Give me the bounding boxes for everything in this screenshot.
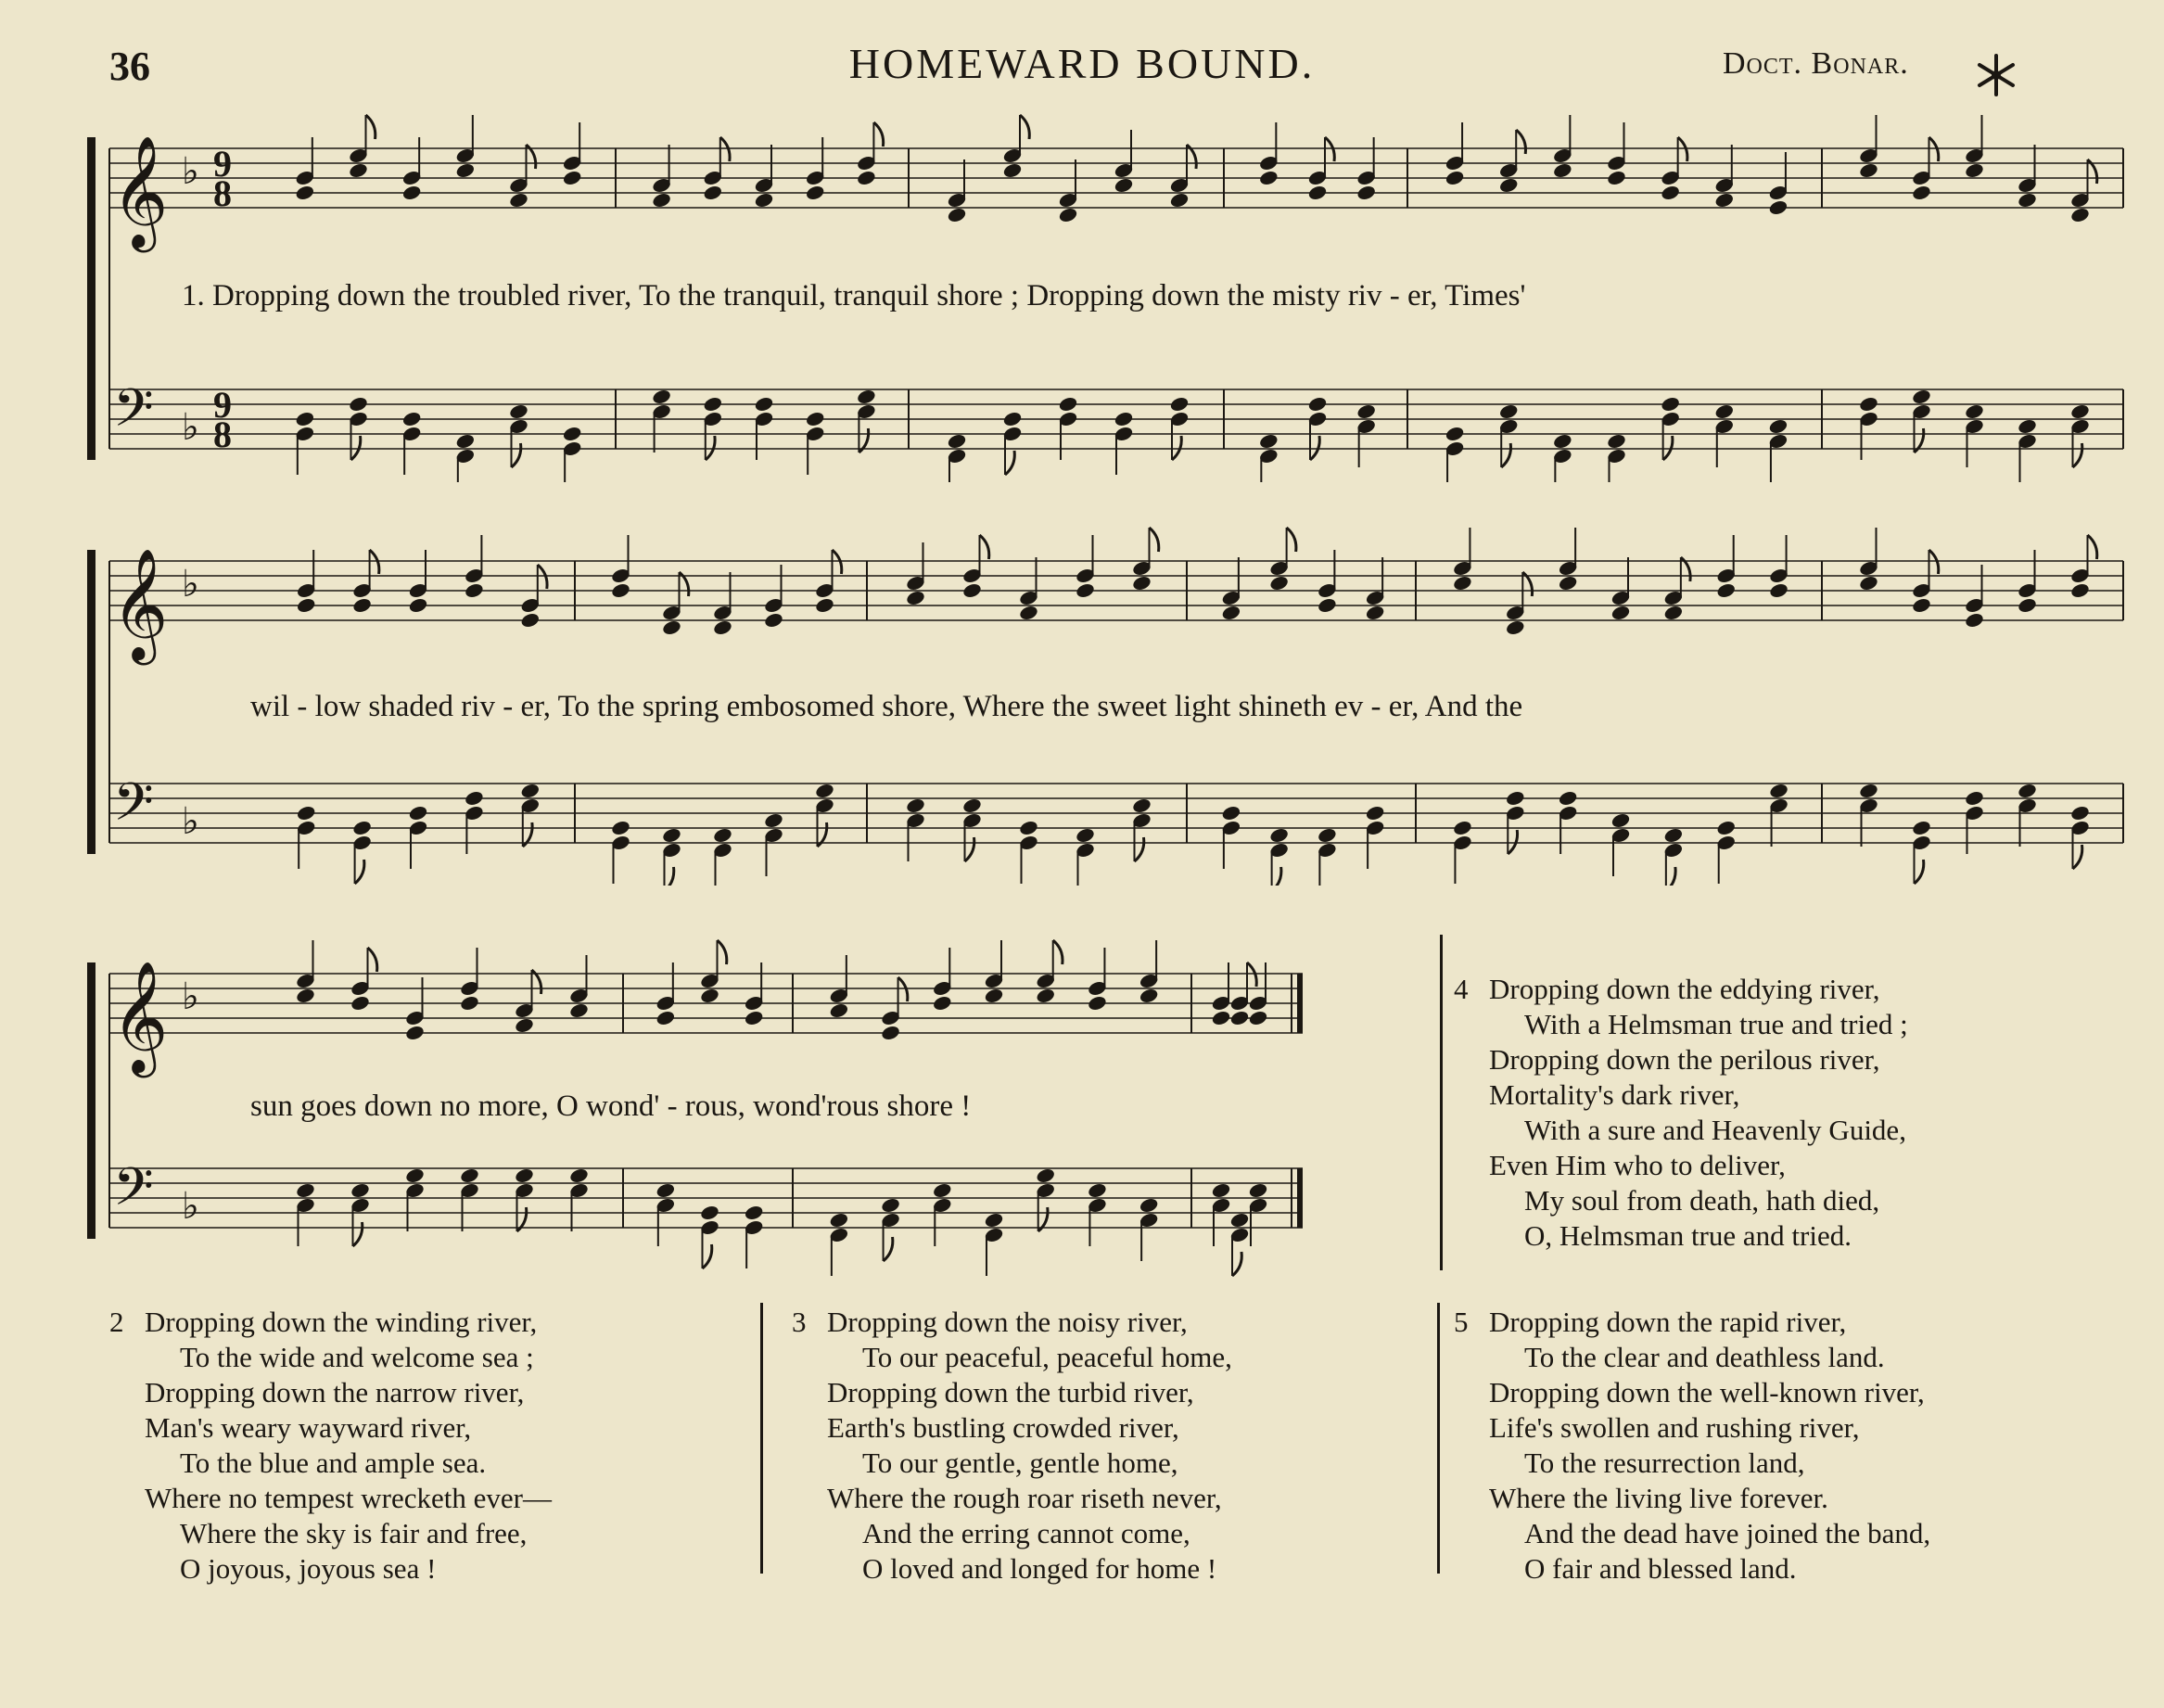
- note-flag: [1272, 867, 1281, 886]
- notehead: [464, 789, 484, 807]
- notehead: [1169, 395, 1190, 413]
- notehead: [296, 596, 316, 614]
- notehead: [2017, 191, 2037, 209]
- notehead: [350, 994, 370, 1012]
- notehead: [880, 1196, 900, 1214]
- notehead: [508, 191, 528, 209]
- verse-line: Dropping down the eddying river,: [1489, 973, 1880, 1005]
- stanza-4: [1454, 972, 1908, 1254]
- verse-line: And the erring cannot come,: [862, 1517, 1190, 1549]
- verse-line: Where the sky is fair and free,: [180, 1517, 528, 1549]
- notehead: [351, 819, 372, 836]
- note-flag: [1929, 550, 1939, 574]
- notehead: [1248, 1181, 1268, 1199]
- verse-line: Even Him who to deliver,: [1489, 1149, 1786, 1181]
- notehead: [763, 811, 783, 829]
- final-barline-thick: [1297, 1168, 1303, 1228]
- time-signature-denominator: 8: [213, 172, 232, 214]
- notehead: [1268, 826, 1289, 844]
- notehead: [1964, 402, 1984, 420]
- notehead: [856, 169, 876, 186]
- note-flag: [1247, 962, 1256, 987]
- notehead: [404, 1024, 425, 1041]
- notehead: [610, 581, 630, 599]
- verse-line: O fair and blessed land.: [1524, 1552, 1797, 1585]
- notehead: [1058, 395, 1078, 413]
- notehead: [1964, 789, 1984, 807]
- notehead: [1075, 581, 1095, 599]
- key-signature-flat-icon: ♭: [182, 800, 199, 843]
- note-flag: [538, 565, 547, 589]
- notehead: [2069, 206, 2090, 223]
- notehead: [459, 1166, 479, 1184]
- verse-line: To the resurrection land,: [1524, 1447, 1805, 1479]
- note-flag: [366, 115, 376, 139]
- notehead: [699, 987, 719, 1004]
- verse-line: To our gentle, gentle home,: [862, 1447, 1178, 1479]
- notehead: [1018, 819, 1038, 836]
- note-flag: [833, 550, 842, 574]
- note-flag: [2088, 535, 2097, 559]
- notehead: [1248, 1009, 1268, 1026]
- notehead: [1229, 1211, 1250, 1229]
- notehead: [1552, 161, 1572, 179]
- notehead: [1445, 425, 1465, 442]
- note-flag: [353, 1222, 363, 1246]
- notehead: [401, 184, 422, 201]
- lyrics-line-1: 1. Dropping down the troubled river, To the tranquil, tranquil shore ; Dropping down the misty riv - er, Times': [182, 279, 1526, 312]
- notehead: [1498, 402, 1519, 420]
- notehead: [1558, 789, 1578, 807]
- lyrics-line-2: wil - low shaded riv - er, To the spring embosomed shore, Where the sweet light shineth ev - er, And the: [250, 690, 1523, 723]
- key-signature-flat-icon: ♭: [182, 406, 199, 449]
- verse-line: Where the rough roar riseth never,: [827, 1482, 1222, 1514]
- notehead: [932, 994, 952, 1012]
- treble-clef-icon: 𝄞: [111, 960, 169, 1073]
- system-bracket: [87, 137, 95, 460]
- notehead: [651, 388, 671, 405]
- notehead: [1964, 611, 1984, 629]
- verse-line: Dropping down the perilous river,: [1489, 1043, 1880, 1076]
- final-barline-thick: [1297, 974, 1303, 1033]
- column-divider: [760, 1303, 763, 1574]
- system-bracket: [87, 550, 95, 854]
- verse-line: Mortality's dark river,: [1489, 1078, 1740, 1111]
- notehead: [1139, 987, 1159, 1004]
- verse-line: O joyous, joyous sea !: [180, 1552, 437, 1585]
- bass-clef-icon: 𝄢: [113, 378, 154, 452]
- notehead: [1169, 191, 1190, 209]
- verse-line: Earth's bustling crowded river,: [827, 1411, 1179, 1444]
- verse-line: Dropping down the well-known river,: [1489, 1376, 1925, 1408]
- notehead: [1606, 169, 1626, 186]
- stanza-number: 2: [109, 1306, 124, 1338]
- verse-line: Life's swollen and rushing river,: [1489, 1411, 1860, 1444]
- notehead: [754, 191, 774, 209]
- verse-line: Where the living live forever.: [1489, 1482, 1828, 1514]
- notehead: [568, 1001, 589, 1019]
- notehead: [1075, 826, 1095, 844]
- notehead: [404, 1166, 425, 1184]
- key-signature-flat-icon: ♭: [182, 975, 199, 1018]
- time-signature-numerator: 9: [213, 384, 232, 426]
- notehead: [829, 1211, 849, 1229]
- note-flag: [512, 443, 521, 467]
- verse-line: And the dead have joined the band,: [1524, 1517, 1931, 1549]
- notehead: [1911, 388, 1931, 405]
- notehead: [961, 581, 982, 599]
- notehead: [1452, 574, 1472, 592]
- note-flag: [1325, 137, 1334, 161]
- notehead: [1714, 402, 1735, 420]
- notehead: [1114, 410, 1134, 427]
- note-flag: [1005, 451, 1014, 475]
- notehead: [814, 782, 834, 799]
- verse-line: To the blue and ample sea.: [180, 1447, 487, 1479]
- notehead: [961, 797, 982, 814]
- notehead: [1715, 581, 1736, 599]
- notehead: [1131, 797, 1152, 814]
- lyrics-line-3: sun goes down no more, O wond' - rous, wond'rous shore !: [250, 1090, 972, 1123]
- notehead: [1768, 198, 1788, 216]
- notehead: [1114, 176, 1134, 194]
- note-flag: [706, 436, 715, 460]
- notehead: [1663, 604, 1684, 621]
- notehead: [562, 425, 582, 442]
- notehead: [947, 206, 967, 223]
- time-signature-denominator: 8: [213, 414, 232, 455]
- notehead: [984, 1211, 1004, 1229]
- notehead: [295, 987, 315, 1004]
- stanza-5: [1454, 1305, 1931, 1587]
- notehead: [455, 432, 476, 450]
- notehead: [1139, 1196, 1159, 1214]
- verse-line: My soul from death, hath died,: [1524, 1184, 1880, 1217]
- notehead: [2017, 596, 2037, 614]
- system-bracket: [87, 962, 95, 1239]
- notehead: [1211, 1181, 1231, 1199]
- notehead: [712, 618, 732, 636]
- notehead: [351, 596, 372, 614]
- stanza-number: 5: [1454, 1306, 1469, 1338]
- note-flag: [1678, 137, 1687, 161]
- note-flag: [1516, 130, 1525, 154]
- notehead: [1307, 184, 1328, 201]
- note-flag: [1053, 940, 1063, 964]
- notehead: [1714, 191, 1735, 209]
- key-signature-flat-icon: ♭: [182, 1185, 199, 1228]
- notehead: [408, 596, 428, 614]
- notehead: [856, 388, 876, 405]
- author-credit: Doct. Bonar.: [1723, 46, 1909, 81]
- notehead: [1663, 826, 1684, 844]
- notehead: [703, 395, 723, 413]
- notehead: [947, 432, 967, 450]
- notehead: [984, 987, 1004, 1004]
- notehead: [1035, 987, 1055, 1004]
- note-flag: [980, 535, 989, 559]
- note-flag: [1508, 830, 1517, 854]
- note-flag: [351, 436, 361, 460]
- note-flag: [898, 977, 908, 1001]
- column-divider: [1440, 935, 1443, 1270]
- notehead: [1002, 161, 1023, 179]
- note-flag: [370, 550, 379, 574]
- notehead: [1221, 804, 1241, 822]
- note-flag: [1666, 867, 1675, 886]
- notehead: [1058, 206, 1078, 223]
- notehead: [814, 596, 834, 614]
- notehead: [568, 1166, 589, 1184]
- notehead: [699, 1204, 719, 1221]
- notehead: [1911, 596, 1931, 614]
- note-flag: [1310, 436, 1319, 460]
- notehead: [932, 1181, 952, 1199]
- notehead: [1505, 618, 1525, 636]
- notehead: [1768, 782, 1788, 799]
- note-flag: [873, 122, 883, 147]
- notehead: [296, 804, 316, 822]
- notehead: [1660, 184, 1680, 201]
- note-flag: [1287, 528, 1296, 552]
- notehead: [514, 1166, 534, 1184]
- page-number: 36: [109, 44, 150, 89]
- notehead: [2069, 402, 2090, 420]
- notehead: [703, 184, 723, 201]
- notehead: [520, 611, 541, 629]
- stanza-number: 3: [792, 1306, 807, 1338]
- notehead: [459, 994, 479, 1012]
- notehead: [1498, 176, 1519, 194]
- verse-line: Dropping down the noisy river,: [827, 1306, 1188, 1338]
- notehead: [455, 161, 476, 179]
- notehead: [661, 826, 681, 844]
- bass-clef-icon: 𝄢: [113, 772, 154, 846]
- notehead: [1087, 1181, 1107, 1199]
- note-flag: [1172, 436, 1181, 460]
- notehead: [1317, 596, 1337, 614]
- notehead: [1858, 395, 1878, 413]
- notehead: [1858, 161, 1878, 179]
- notehead: [1552, 432, 1572, 450]
- note-flag: [2073, 845, 2082, 869]
- notehead: [1768, 581, 1788, 599]
- note-flag: [1915, 860, 1924, 884]
- verse-line: To the clear and deathless land.: [1524, 1341, 1885, 1373]
- notehead: [661, 618, 681, 636]
- notehead: [2069, 804, 2090, 822]
- notehead: [520, 782, 541, 799]
- notehead: [295, 184, 315, 201]
- notehead: [763, 611, 783, 629]
- verse-line: Dropping down the narrow river,: [145, 1376, 525, 1408]
- notehead: [1018, 604, 1038, 621]
- notehead: [744, 1204, 764, 1221]
- notehead: [1452, 819, 1472, 836]
- note-flag: [1929, 137, 1939, 161]
- notehead: [1087, 994, 1107, 1012]
- notehead: [1911, 184, 1931, 201]
- notehead: [1002, 410, 1023, 427]
- verse-line: O, Helmsman true and tried.: [1524, 1219, 1852, 1252]
- notehead: [1356, 402, 1376, 420]
- note-flag: [1501, 443, 1510, 467]
- notehead: [829, 1001, 849, 1019]
- note-flag: [703, 1244, 712, 1268]
- treble-clef-icon: 𝄞: [111, 547, 169, 660]
- notehead: [1356, 184, 1376, 201]
- note-flag: [1020, 115, 1029, 139]
- note-flag: [1150, 528, 1159, 552]
- stanza-3: [792, 1305, 1232, 1587]
- notehead: [1445, 169, 1465, 186]
- note-flag: [1663, 436, 1673, 460]
- notehead: [1505, 789, 1525, 807]
- verse-line: To the wide and welcome sea ;: [180, 1341, 534, 1373]
- notehead: [408, 804, 428, 822]
- notehead: [401, 410, 422, 427]
- notehead: [295, 410, 315, 427]
- notehead: [656, 1181, 676, 1199]
- notehead: [1268, 574, 1289, 592]
- verse-line: Dropping down the rapid river,: [1489, 1306, 1847, 1338]
- notehead: [651, 191, 671, 209]
- notehead: [348, 395, 368, 413]
- notehead: [1221, 604, 1241, 621]
- treble-clef-icon: 𝄞: [111, 134, 169, 248]
- notehead: [464, 581, 484, 599]
- notehead: [1911, 819, 1931, 836]
- stanza-number: 4: [1454, 973, 1469, 1005]
- verse-line: Dropping down the turbid river,: [827, 1376, 1194, 1408]
- note-flag: [718, 940, 727, 964]
- note-flag: [355, 860, 364, 884]
- notehead: [1964, 161, 1984, 179]
- notehead: [1858, 782, 1878, 799]
- notehead: [2069, 581, 2090, 599]
- hymn-title: HOMEWARD BOUND.: [848, 40, 1316, 87]
- notehead: [712, 826, 732, 844]
- notehead: [656, 1009, 676, 1026]
- note-flag: [665, 867, 674, 886]
- verse-line: Man's weary wayward river,: [145, 1411, 472, 1444]
- column-divider: [1437, 1303, 1440, 1574]
- notehead: [1229, 1009, 1250, 1026]
- notehead: [1610, 811, 1631, 829]
- notehead: [805, 410, 825, 427]
- notehead: [1768, 417, 1788, 435]
- notehead: [1365, 804, 1385, 822]
- note-flag: [1135, 837, 1144, 861]
- verse-line: O loved and longed for home !: [862, 1552, 1217, 1585]
- verse-line: To our peaceful, peaceful home,: [862, 1341, 1232, 1373]
- notehead: [805, 184, 825, 201]
- notehead: [1606, 432, 1626, 450]
- note-flag: [2073, 443, 2082, 467]
- notehead: [1317, 826, 1337, 844]
- note-flag: [884, 1237, 893, 1261]
- key-signature-flat-icon: ♭: [182, 150, 199, 193]
- bass-clef-icon: 𝄢: [113, 1157, 154, 1230]
- notehead: [2017, 782, 2037, 799]
- notehead: [508, 402, 528, 420]
- notehead: [1307, 395, 1328, 413]
- note-flag: [965, 837, 974, 861]
- notehead: [348, 161, 368, 179]
- verse-line: With a Helmsman true and tried ;: [1524, 1008, 1908, 1040]
- notehead: [754, 395, 774, 413]
- notehead: [350, 1181, 370, 1199]
- notehead: [514, 1016, 534, 1034]
- notehead: [2017, 417, 2037, 435]
- key-signature-flat-icon: ♭: [182, 563, 199, 605]
- notehead: [1610, 604, 1631, 621]
- notehead: [1035, 1166, 1055, 1184]
- notehead: [744, 1009, 764, 1026]
- note-flag: [368, 948, 377, 972]
- time-signature-numerator: 9: [213, 143, 232, 185]
- notehead: [1660, 395, 1680, 413]
- notehead: [1211, 1009, 1231, 1026]
- note-flag: [1232, 1252, 1241, 1276]
- notehead: [905, 797, 925, 814]
- note-flag: [720, 137, 730, 161]
- notehead: [1258, 432, 1279, 450]
- stanza-2: [109, 1305, 552, 1587]
- notehead: [295, 1181, 315, 1199]
- notehead: [880, 1024, 900, 1041]
- notehead: [1131, 574, 1152, 592]
- notehead: [1858, 574, 1878, 592]
- notehead: [1715, 819, 1736, 836]
- verse-line: With a sure and Heavenly Guide,: [1524, 1114, 1906, 1146]
- notehead: [1365, 604, 1385, 621]
- verse-line: Where no tempest wrecketh ever—: [145, 1482, 552, 1514]
- asterism-ornament-icon: [1973, 52, 2019, 98]
- notehead: [1558, 574, 1578, 592]
- verse-line: Dropping down the winding river,: [145, 1306, 538, 1338]
- notehead: [562, 169, 582, 186]
- notehead: [905, 589, 925, 606]
- notehead: [610, 819, 630, 836]
- notehead: [1258, 169, 1279, 186]
